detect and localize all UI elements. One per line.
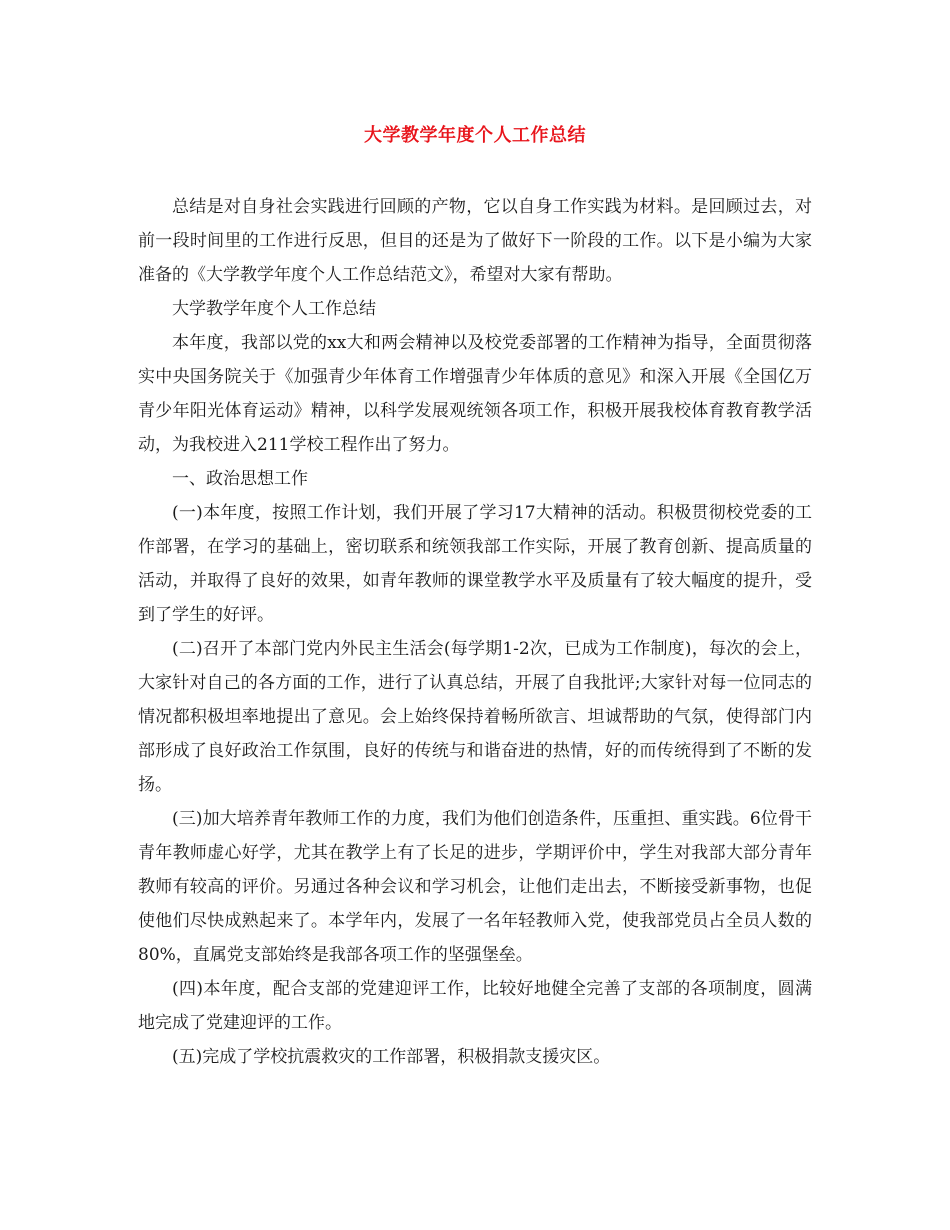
overview-paragraph: 本年度，我部以党的xx大和两会精神以及校党委部署的工作精神为指导，全面贯彻落实中央国务院关于《加强青少年体育工作增强青少年体质的意见》和深入开展《全国亿万青少年阳光体育运动》精神，以科学发展观统领各项工作，积极开展我校体育教育教学活动，为我校进入211学校工程作出了努力。 <box>138 333 812 455</box>
item-paragraph-5: (五)完成了学校抗震救灾的工作部署，积极捐款支援灾区。 <box>172 1047 611 1067</box>
section-heading-political: 一、政治思想工作 <box>172 469 308 489</box>
item-paragraph-4: (四)本年度，配合支部的党建迎评工作，比较好地健全完善了支部的各项制度，圆满地完成了党建迎评的工作。 <box>138 979 812 1033</box>
subtitle-paragraph: 大学教学年度个人工作总结 <box>172 299 376 319</box>
document-title: 大学教学年度个人工作总结 <box>364 125 586 146</box>
document-body <box>138 190 812 1074</box>
item-paragraph-1: (一)本年度，按照工作计划，我们开展了学习17大精神的活动。积极贯彻校党委的工作部署，在学习的基础上，密切联系和统领我部工作实际，开展了教育创新、提高质量的活动，并取得了良好的效果，如青年教师的课堂教学水平及质量有了较大幅度的提升，受到了学生的好评。 <box>138 503 812 625</box>
item-paragraph-3: (三)加大培养青年教师工作的力度，我们为他们创造条件，压重担、重实践。6位骨干青年教师虚心好学，尤其在教学上有了长足的进步，学期评价中，学生对我部大部分青年教师有较高的评价。另通过各种会议和学习机会，让他们走出去，不断接受新事物，也促使他们尽快成熟起来了。本学年内，发展了一名年轻教师入党，使我部党员占全员人数的80%，直属党支部始终是我部各项工作的坚强堡垒。 <box>138 809 812 965</box>
item-paragraph-2: (二)召开了本部门党内外民主生活会(每学期1-2次，已成为工作制度)，每次的会上，大家针对自己的各方面的工作，进行了认真总结，开展了自我批评;大家针对每一位同志的情况都积极坦率地提出了意见。会上始终保持着畅所欲言、坦诚帮助的气氛，使得部门内部形成了良好政治工作氛围，良好的传统与和谐奋进的热情，好的而传统得到了不断的发扬。 <box>138 639 812 795</box>
intro-paragraph: 总结是对自身社会实践进行回顾的产物，它以自身工作实践为材料。是回顾过去，对前一段时间里的工作进行反思，但目的还是为了做好下一阶段的工作。以下是小编为大家准备的《大学教学年度个人工作总结范文》，希望对大家有帮助。 <box>138 197 812 285</box>
